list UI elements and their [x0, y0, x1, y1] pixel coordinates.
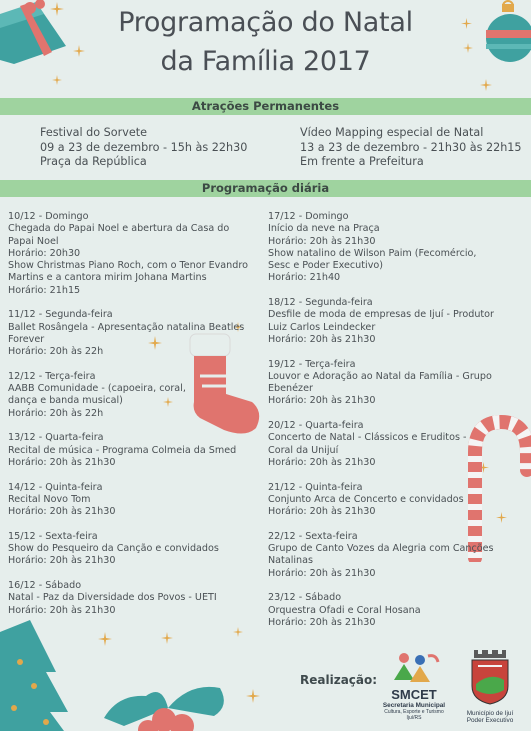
permanent-left-place: Praça da República: [40, 155, 147, 168]
event-15-12: [8, 531, 256, 568]
event-line: Conjunto Arca de Concerto e convidados: [268, 493, 464, 505]
event-12-12: [8, 371, 256, 420]
smcet-line-3: Ijuí/RS: [406, 715, 422, 721]
event-line: Desfile de moda de empresas de Ijuí - Produtor Luiz Carlos Leindecker: [268, 309, 494, 333]
event-19-12: [268, 359, 500, 408]
daily-schedule-heading: Programação diária: [0, 180, 531, 197]
permanent-right-dates: 13 a 23 de dezembro - 21h30 às 22h15: [300, 140, 522, 154]
event-line: Ballet Rosângela - Apresentação natalina Beatles Forever: [8, 321, 245, 345]
event-line: Show natalino de Wilson Paim (Fecomércio, Sesc e Poder Executivo): [268, 247, 477, 272]
smcet-name: SMCET: [391, 687, 437, 702]
permanent-left: [40, 126, 247, 170]
event-line: Show Christmas Piano Roch, com o Tenor Evandro Martins e a cantora mirim Johana Martins: [8, 260, 248, 284]
event-time: Horário: 20h às 21h30: [268, 616, 376, 628]
event-date: 21/12 - Quinta-feira: [268, 481, 363, 493]
municipio-line-2: Poder Executivo: [466, 717, 514, 724]
event-18-12: [268, 297, 500, 346]
event-date: 13/12 - Quarta-feira: [8, 432, 104, 444]
event-line: Concerto de Natal - Clássicos e Eruditos - Coral da Unijuí: [268, 432, 467, 456]
event-time: Horário: 20h às 21h30: [268, 567, 376, 579]
event-time: Horário: 20h às 21h30: [268, 333, 376, 345]
event-date: 18/12 - Segunda-feira: [268, 297, 373, 309]
event-date: 16/12 - Sábado: [8, 579, 82, 591]
permanent-right: [300, 126, 522, 170]
event-16-12: [8, 580, 256, 617]
page-title: [0, 4, 531, 80]
title-line-1: Programação do Natal: [118, 7, 413, 38]
christmas-tree-icon: [0, 612, 70, 731]
event-time: Horário: 20h30: [8, 247, 81, 259]
event-line: Show do Pesqueiro da Canção e convidados: [8, 543, 219, 555]
event-line: Natal - Paz da Diversidade dos Povos - UETI: [8, 592, 217, 604]
event-date: 23/12 - Sábado: [268, 592, 342, 604]
event-line: AABB Comunidade - (capoeira, coral, dança e banda musical): [8, 383, 186, 407]
permanent-right-title: Vídeo Mapping especial de Natal: [300, 126, 484, 139]
event-time: Horário: 20h às 21h30: [268, 456, 376, 468]
event-11-12: [8, 309, 256, 358]
title-line-2: da Família 2017: [160, 46, 371, 77]
star-icon: [480, 79, 492, 91]
event-date: 14/12 - Quinta-feira: [8, 481, 103, 493]
event-line: Início da neve na Praça: [268, 223, 380, 235]
event-time: Horário: 20h às 22h: [8, 407, 104, 419]
event-line: Recital Novo Tom: [8, 493, 91, 505]
permanent-left-title: Festival do Sorvete: [40, 126, 147, 139]
event-line: Grupo de Canto Vozes da Alegria com Canções Natalinas: [268, 543, 494, 567]
event-time: Horário: 20h às 21h30: [8, 506, 116, 518]
star-icon: [98, 632, 112, 646]
daily-right-column: [268, 211, 500, 641]
event-23-12: [268, 592, 500, 629]
coat-of-arms-icon: [470, 650, 510, 706]
event-time: Horário: 21h15: [8, 284, 81, 296]
event-10-12: [8, 211, 256, 297]
event-20-12: [268, 420, 500, 469]
event-date: 22/12 - Sexta-feira: [268, 530, 358, 542]
event-17-12: [268, 211, 500, 285]
event-22-12: [268, 531, 500, 580]
star-icon: [246, 689, 260, 703]
permanent-right-place: Em frente a Prefeitura: [300, 155, 424, 168]
event-time: Horário: 20h às 21h30: [8, 456, 116, 468]
event-line: Orquestra Ofadi e Coral Hosana: [268, 604, 421, 616]
smcet-figures-icon: [384, 650, 444, 684]
event-date: 15/12 - Sexta-feira: [8, 530, 98, 542]
event-time: Horário: 20h às 21h30: [268, 235, 376, 247]
smcet-line-2: Cultura, Esporte e Turismo: [384, 709, 444, 715]
event-time: Horário: 20h às 21h30: [268, 506, 376, 518]
star-icon: [161, 632, 173, 644]
event-date: 19/12 - Terça-feira: [268, 358, 356, 370]
event-date: 10/12 - Domingo: [8, 211, 89, 222]
holly-icon: [104, 672, 234, 731]
event-13-12: [8, 432, 256, 469]
event-date: 11/12 - Segunda-feira: [8, 309, 113, 321]
event-14-12: [8, 482, 256, 519]
permanent-attractions-heading: Atrações Permanentes: [0, 98, 531, 115]
event-time: Horário: 20h às 22h: [8, 346, 104, 358]
permanent-left-dates: 09 a 23 de dezembro - 15h às 22h30: [40, 140, 248, 154]
event-time: Horário: 20h às 21h30: [268, 395, 376, 407]
event-line: Chegada do Papai Noel e abertura da Casa do Papai Noel: [8, 223, 230, 247]
event-time: Horário: 21h40: [268, 272, 341, 284]
smcet-logo: [380, 650, 448, 728]
event-line: Louvor e Adoração ao Natal da Família - Grupo Ebenézer: [268, 370, 492, 395]
daily-left-column: [8, 211, 256, 629]
event-date: 17/12 - Domingo: [268, 211, 349, 222]
realizacao-label: Realização:: [300, 673, 378, 687]
event-time: Horário: 20h às 21h30: [8, 604, 116, 616]
event-line: Recital de música - Programa Colmeia da Smed: [8, 444, 237, 456]
event-date: 20/12 - Quarta-feira: [268, 420, 364, 432]
event-time: Horário: 20h às 21h30: [8, 555, 116, 567]
event-21-12: [268, 482, 500, 519]
municipio-logo: [458, 650, 522, 728]
municipio-line-1: Município de Ijuí: [466, 710, 514, 717]
smcet-line-1: Secretaria Municipal: [382, 702, 446, 709]
event-date: 12/12 - Terça-feira: [8, 370, 96, 382]
